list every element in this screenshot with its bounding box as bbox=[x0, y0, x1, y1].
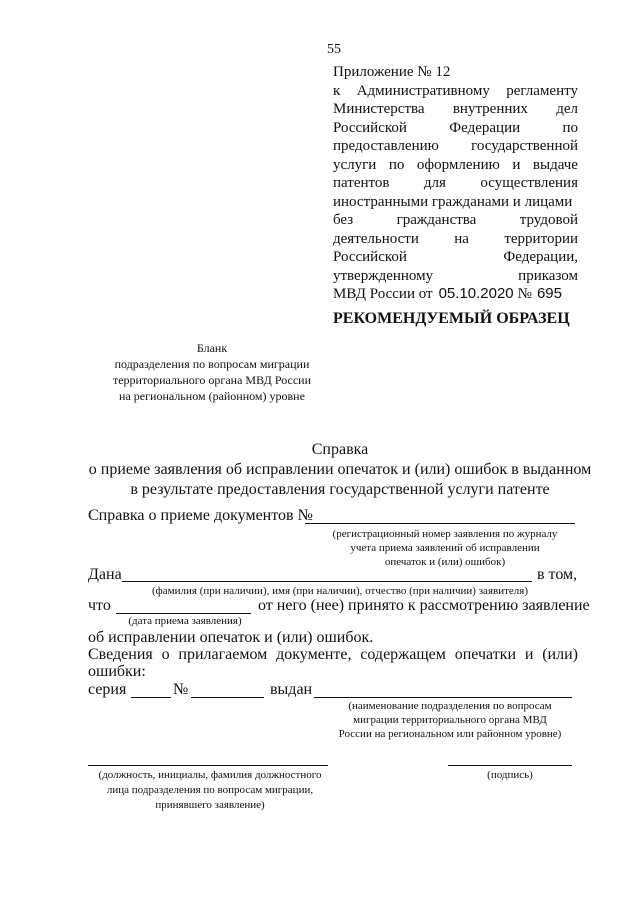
issued-caption bbox=[320, 699, 580, 741]
appendix-word: к bbox=[333, 82, 341, 99]
info-word: содержащем bbox=[360, 646, 446, 663]
appendix-word: без bbox=[333, 212, 354, 228]
appendix-word: Федерации, bbox=[503, 249, 578, 265]
appendix-word: регламенту bbox=[506, 82, 578, 99]
order-no-label: № bbox=[517, 286, 532, 302]
official-caption-1: (должность, инициалы, фамилия должностного bbox=[98, 769, 322, 781]
document-number-line[interactable] bbox=[191, 697, 264, 698]
official-caption-2: лица подразделения по вопросам миграции, bbox=[106, 784, 314, 796]
receipt-number-line[interactable] bbox=[305, 523, 575, 524]
order-prefix: МВД России от bbox=[333, 286, 433, 302]
receipt-caption-3: опечаток и (или) ошибок) bbox=[384, 556, 506, 568]
signature-caption: (подпись) bbox=[487, 769, 533, 781]
issued-caption-1: (наименование подразделения по вопросам bbox=[348, 700, 552, 712]
appendix-word: иностранными гражданами и лицами bbox=[333, 193, 573, 210]
appendix-word: трудовой bbox=[519, 212, 578, 228]
info-word: и bbox=[524, 646, 534, 663]
appendix-line bbox=[333, 267, 578, 286]
appendix-word: приказом bbox=[518, 267, 578, 284]
receipt-caption-1: (регистрационный номер заявления по журналу bbox=[332, 528, 558, 540]
appendix-line bbox=[333, 230, 578, 249]
order-number: 695 bbox=[536, 285, 562, 302]
document-title: Справка bbox=[311, 441, 369, 458]
official-caption-3: принявшего заявление) bbox=[155, 799, 265, 811]
document-subtitle-2: в результате предоставления государственной услуги патенте bbox=[130, 481, 550, 498]
blank-line-4: на региональном (районном) уровне bbox=[119, 389, 305, 403]
document-subtitle-1: о приеме заявления об исправлении опечаток и (или) ошибок в выданном bbox=[88, 461, 592, 478]
appendix-line bbox=[333, 137, 578, 156]
receipt-caption-2: учета приема заявлений об исправлении bbox=[350, 542, 540, 554]
official-line[interactable] bbox=[88, 765, 328, 766]
applicant-name-line[interactable] bbox=[122, 581, 532, 582]
appendix-word: оформлению bbox=[416, 156, 500, 173]
appendix-lines bbox=[333, 82, 578, 286]
acceptance-text: от него (нее) принято к рассмотрению заявление bbox=[258, 597, 590, 614]
given-label: Дана bbox=[88, 566, 122, 583]
appendix-word: предоставлению bbox=[333, 138, 439, 154]
appendix-line bbox=[333, 156, 578, 175]
appendix-word: осуществления bbox=[480, 175, 578, 191]
appendix-word: для bbox=[423, 175, 446, 191]
info-word: опечатки bbox=[454, 646, 517, 663]
appendix-word: территории bbox=[504, 230, 578, 247]
appendix-title: Приложение № 12 bbox=[333, 64, 451, 80]
appendix-line bbox=[333, 82, 578, 101]
info-word: (или) bbox=[542, 646, 578, 663]
date-caption: (дата приема заявления) bbox=[128, 615, 242, 627]
recommended-sample-label: РЕКОМЕНДУЕМЫЙ ОБРАЗЕЦ bbox=[333, 310, 570, 327]
appendix-line bbox=[333, 193, 578, 212]
appendix-line bbox=[333, 211, 578, 230]
issued-caption-2: миграции территориального органа МВД bbox=[353, 714, 547, 726]
appendix-word: услуги bbox=[333, 156, 377, 173]
appendix-word: на bbox=[454, 230, 469, 247]
order-date: 05.10.2020 bbox=[438, 285, 514, 302]
appendix-word: государственной bbox=[471, 138, 578, 154]
series-label: серия bbox=[88, 681, 127, 698]
appendix-line bbox=[333, 100, 578, 119]
receipt-label: Справка о приеме документов № bbox=[88, 507, 313, 524]
info-line bbox=[88, 646, 578, 664]
order-line bbox=[333, 285, 578, 304]
appendix-word: Российской bbox=[333, 249, 407, 265]
appendix-word: Федерации bbox=[449, 119, 521, 136]
blank-line-1: Бланк bbox=[196, 341, 228, 355]
official-caption bbox=[80, 768, 340, 813]
appendix-block bbox=[333, 63, 578, 304]
appendix-word: Министерства bbox=[333, 101, 425, 117]
receipt-caption bbox=[300, 527, 590, 569]
appendix-line bbox=[333, 119, 578, 138]
appendix-line bbox=[333, 248, 578, 267]
blank-line-2: подразделения по вопросам миграции bbox=[114, 357, 310, 371]
blank-line-3: территориального органа МВД России bbox=[112, 373, 311, 387]
appendix-word: Административному bbox=[356, 82, 490, 99]
appendix-word: Российской bbox=[333, 119, 407, 136]
page-number: 55 bbox=[327, 42, 341, 57]
issued-caption-3: России на региональном или районном уровне) bbox=[338, 728, 562, 740]
blank-header bbox=[96, 340, 328, 404]
appendix-word: гражданства bbox=[396, 212, 477, 228]
series-line[interactable] bbox=[131, 697, 171, 698]
appendix-word: по bbox=[562, 119, 578, 136]
appendix-word: внутренних bbox=[452, 101, 528, 117]
info-errors-label: ошибки: bbox=[88, 663, 146, 680]
appendix-line bbox=[333, 174, 578, 193]
appendix-word: дел bbox=[556, 101, 578, 117]
appendix-word: деятельности bbox=[333, 230, 419, 247]
number-label: № bbox=[173, 681, 189, 698]
appendix-word: выдаче bbox=[532, 156, 578, 173]
info-word: Сведения bbox=[88, 646, 153, 663]
info-word: прилагаемом bbox=[178, 646, 268, 663]
signature-line[interactable] bbox=[448, 765, 572, 766]
correction-text: об исправлении опечаток и (или) ошибок. bbox=[88, 629, 374, 646]
issued-label: выдан bbox=[270, 681, 313, 698]
appendix-word: патентов bbox=[333, 175, 390, 191]
appendix-word: по bbox=[388, 156, 405, 173]
info-word: о bbox=[161, 646, 170, 663]
given-caption: (фамилия (при наличии), имя (при наличии), отчество (при наличии) заявителя) bbox=[152, 585, 528, 597]
info-word: документе, bbox=[276, 646, 352, 663]
issued-by-line[interactable] bbox=[314, 697, 572, 698]
appendix-word: утвержденному bbox=[333, 267, 434, 284]
given-suffix: в том, bbox=[537, 566, 578, 583]
appendix-word: и bbox=[512, 156, 521, 173]
that-label: что bbox=[88, 597, 111, 614]
